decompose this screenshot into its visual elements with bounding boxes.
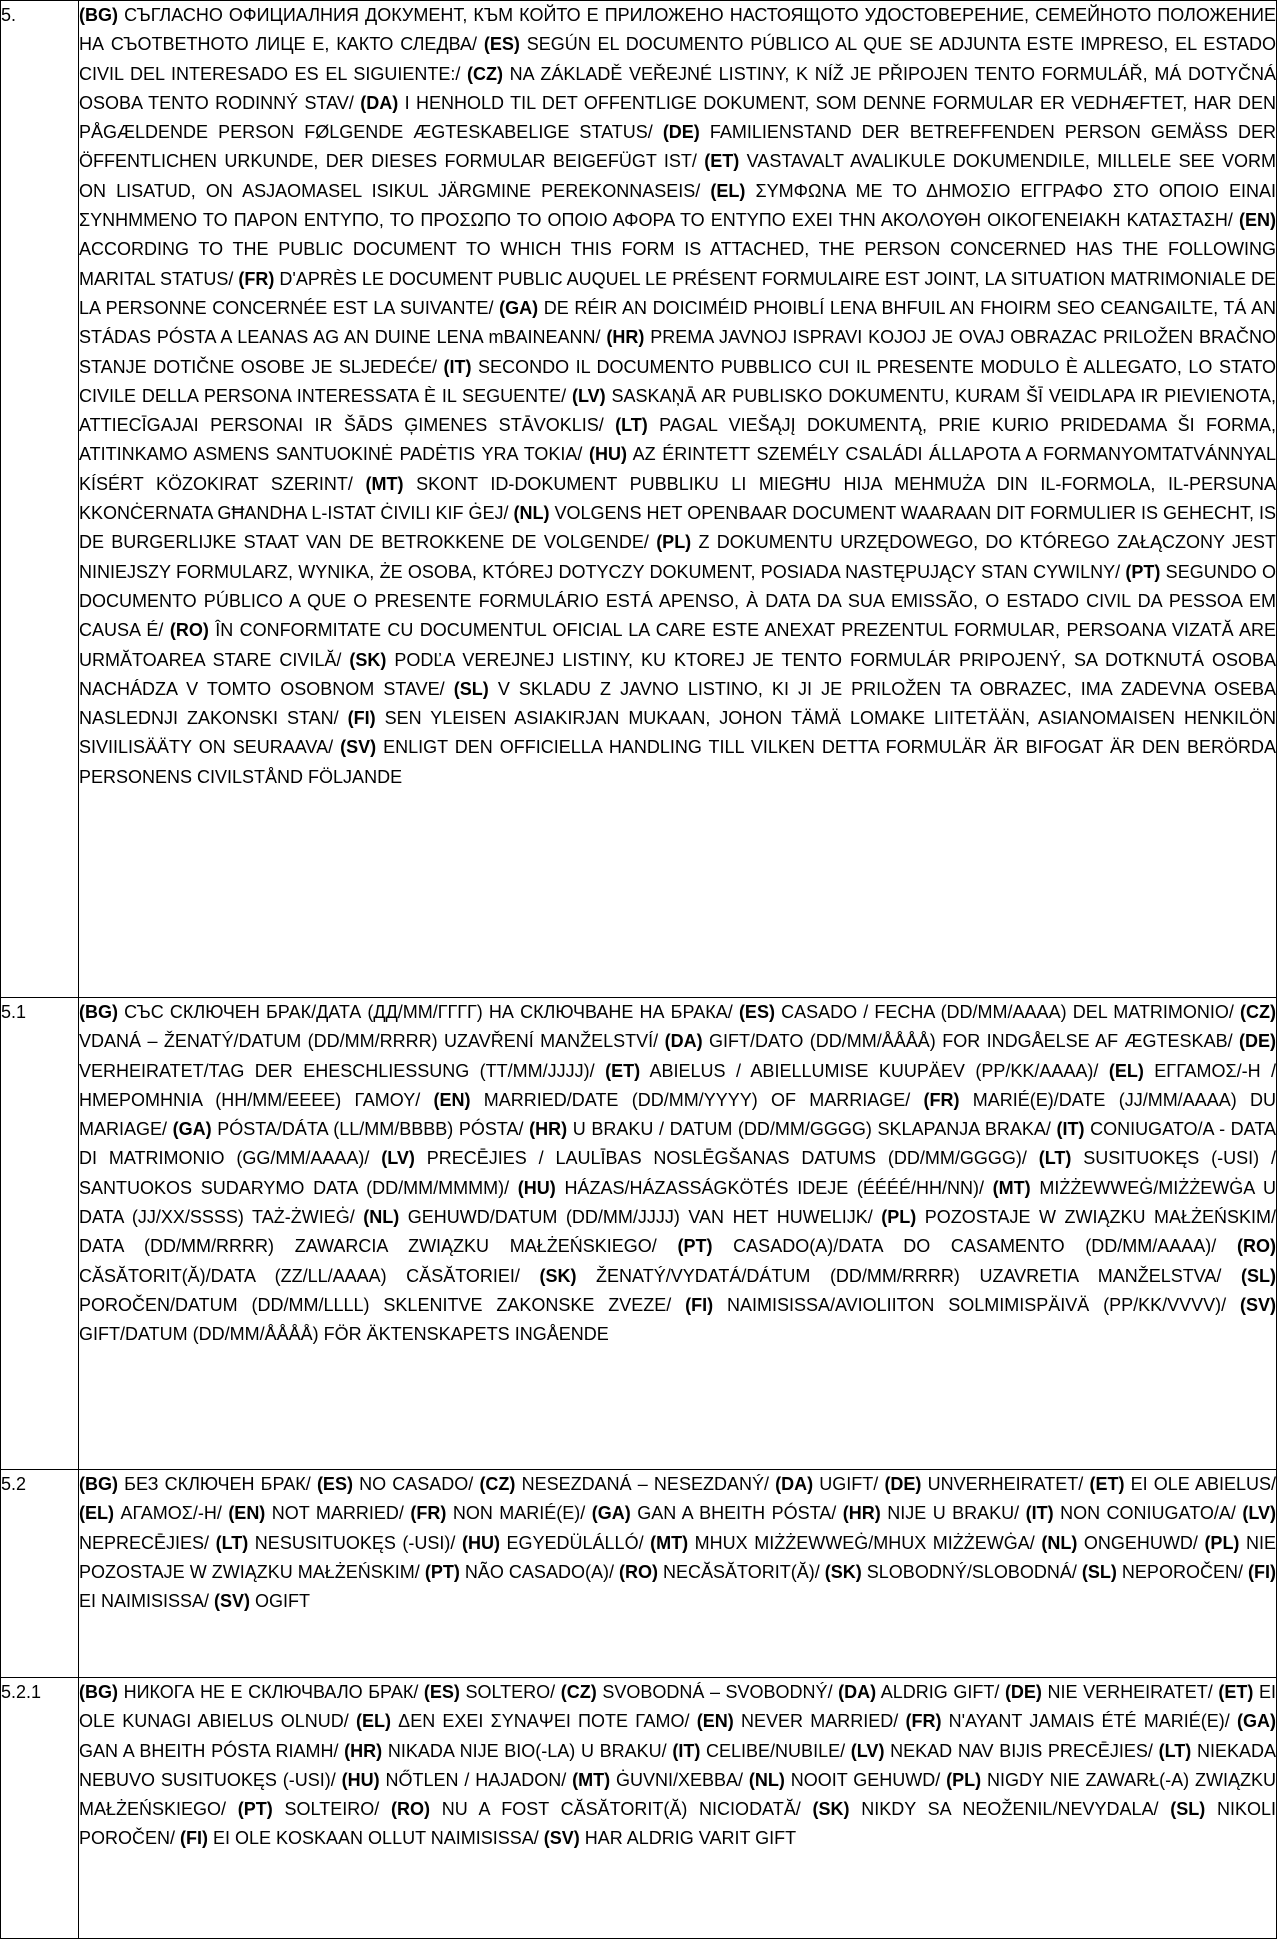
language-code: (SL)	[1241, 1265, 1276, 1286]
language-text: ONGEHUWD/	[1077, 1532, 1205, 1553]
language-code: (BG)	[79, 5, 118, 25]
language-text: ΑΓΑΜΟΣ/-Η/	[114, 1503, 229, 1524]
language-code: (BG)	[79, 1002, 118, 1022]
language-text: UNVERHEIRATET/	[921, 1474, 1090, 1494]
language-text: NŐTLEN / HAJADON/	[379, 1769, 573, 1790]
language-text: NEPOROČEN/	[1116, 1561, 1248, 1582]
language-code: (LV)	[381, 1148, 415, 1169]
language-text: SLOBODNÝ/SLOBODNÁ/	[861, 1561, 1082, 1582]
language-code: (ET)	[704, 151, 740, 172]
language-code: (EN)	[228, 1503, 266, 1524]
language-code: (HR)	[344, 1740, 383, 1761]
language-text: ΣΥΜΦΩΝΑ ΜΕ ΤΟ ΔΗΜΟΣΙΟ ΕΓΓΡΑΦΟ ΣΤΟ ΟΠΟΙΟ ΕΙΝΑΙ ΣΥΝΗΜΜΕΝΟ ΤΟ ΠΑΡΟΝ ΕΝΤΥΠΟ, ΤΟ ΠΡΟΣΩΠΟ ΤΟ ΟΠΟΙΟ ΑΦΟΡΑ ΤΟ ΕΝΤΥΠΟ ΕΧΕΙ ΤΗΝ ΑΚΟΛΟΥΘΗ ΟΙΚΟΓΕΝΕΙΑΚΗ ΚΑΤΑΣΤΑΣΗ/	[79, 180, 1276, 231]
language-code: (PT)	[424, 1561, 460, 1582]
language-code: (PT)	[1125, 561, 1161, 582]
language-text: FAMILIENSTAND DER BETREFFENDEN PERSON GEMÄSS DER ÖFFENTLICHEN URKUNDE, DER DIESES FORMULAR BEIGEFÜGT IST/	[79, 122, 1276, 172]
language-text: НИКОГА НЕ Е СКЛЮЧВАЛО БРАК/	[118, 1682, 424, 1702]
language-text: NEVER MARRIED/	[733, 1711, 906, 1732]
language-text: ĠUVNI/XEBBA/	[610, 1769, 749, 1790]
language-code: (DE)	[662, 122, 700, 143]
language-code: (PT)	[677, 1236, 713, 1257]
language-text: NAIMISISSA/AVIOLIITON SOLMIMISPÄIVÄ (PP/KK/VVVV)/	[713, 1294, 1241, 1315]
language-code: (ES)	[316, 1474, 353, 1494]
language-code: (IT)	[443, 356, 472, 377]
language-code: (MT)	[650, 1532, 689, 1553]
language-code: (SL)	[453, 678, 489, 699]
language-code: (GA)	[591, 1503, 631, 1524]
language-text: СЪС СКЛЮЧЕН БРАК/ДАТА (ДД/ММ/ГГГГ) НА СКЛЮЧВАНЕ НА БРАКА/	[118, 1002, 739, 1022]
language-text: EI OLE KOSKAAN OLLUT NAIMISISSA/	[208, 1828, 544, 1849]
language-text: GAN A BHEITH PÓSTA RIAMH/	[79, 1740, 345, 1761]
language-code: (EL)	[1108, 1060, 1144, 1081]
table-row	[1, 1678, 1277, 1939]
language-code: (SK)	[349, 649, 387, 670]
language-code: (EL)	[355, 1711, 391, 1732]
language-code: (ET)	[605, 1060, 641, 1081]
language-code: (HR)	[842, 1503, 881, 1524]
language-text: NIJE U BRAKU/	[880, 1503, 1026, 1524]
language-code: (NL)	[363, 1207, 400, 1228]
language-text: ÎN CONFORMITATE CU DOCUMENTUL OFICIAL LA CARE ESTE ANEXAT PREZENTUL FORMULAR, PERSOANA VIZATĂ ARE URMĂTOAREA STARE CIVILĂ/	[79, 620, 1277, 670]
language-code: (MT)	[992, 1177, 1031, 1198]
language-text: ŽENATÝ/VYDATÁ/DÁTUM (DD/MM/RRRR) UZAVRETIA MANŽELSTVA/	[576, 1265, 1241, 1286]
language-text: PAGAL VIEŠĄJĮ DOKUMENTĄ, PRIE KURIO PRIDEDAMA ŠI FORMA, ATITINKAMO ASMENS SANTUOKINĖ PADĖTIS YRA TOKIA/	[79, 415, 1277, 465]
language-text: EGYEDÜLÁLLÓ/	[499, 1532, 651, 1553]
language-text: SEGÚN EL DOCUMENTO PÚBLICO AL QUE SE ADJUNTA ESTE IMPRESO, EL ESTADO CIVIL DEL INTERESADO ES EL SIGUIENTE:/	[79, 34, 1276, 84]
language-code: (EN)	[696, 1711, 734, 1732]
language-code: (MT)	[365, 473, 404, 494]
language-code: (LV)	[850, 1740, 885, 1761]
language-text: GIFT/DATUM (DD/MM/ÅÅÅÅ) FÖR ÄKTENSKAPETS INGÅENDE	[79, 1324, 609, 1345]
language-text: VASTAVALT AVALIKULE DOKUMENDILE, MILLELE SEE VORM ON LISATUD, ON ASJAOMASEL ISIKUL JÄRGMINE PEREKONNASEIS/	[79, 151, 1276, 201]
language-text: POROČEN/DATUM (DD/MM/LLLL) SKLENITVE ZAKONSKE ZVEZE/	[79, 1294, 686, 1315]
language-code: (PL)	[656, 532, 692, 553]
language-code: (FR)	[905, 1711, 942, 1732]
language-code: (ET)	[1218, 1682, 1254, 1702]
language-text: ABIELUS / ABIELLUMISE KUUPÄEV (PP/KK/AAAA)/	[640, 1060, 1109, 1081]
language-code: (SV)	[340, 737, 377, 758]
language-code: (GA)	[172, 1119, 212, 1140]
language-code: (DA)	[775, 1474, 814, 1494]
section-text	[79, 1470, 1277, 1678]
language-text: NESEZDANÁ – NESEZDANÝ/	[515, 1474, 776, 1494]
language-text: SUSITUOKĘS (-USI) / SANTUOKOS SUDARYMO DATA (DD/MM/MMMM)/	[79, 1148, 1276, 1198]
language-text: POZOSTAJE W ZWIĄZKU MAŁŻEŃSKIM/ DATA (DD/MM/RRRR) ZAWARCIA ZWIĄZKU MAŁŻEŃSKIEGO/	[79, 1207, 1277, 1257]
language-text: SOLTEIRO/	[272, 1799, 391, 1820]
language-code: (GA)	[1237, 1711, 1276, 1732]
language-code: (IT)	[672, 1740, 701, 1761]
language-code: (EN)	[1239, 210, 1276, 231]
language-code: (SV)	[543, 1828, 580, 1849]
language-code: (RO)	[1237, 1236, 1276, 1257]
language-code: (NL)	[513, 503, 550, 524]
language-text: GAN A BHEITH PÓSTA/	[630, 1503, 843, 1524]
language-text: SKONT ID-DOKUMENT PUBBLIKU LI MIEGĦU HIJA MEHMUŻA DIN IL-FORMOLA, IL-PERSUNA KKONĊERNATA GĦANDHA L-ISTAT ĊIVILI KIF ĠEJ/	[79, 473, 1276, 524]
language-code: (SV)	[1240, 1294, 1277, 1315]
language-text: MHUX MIŻŻEWWEĠ/MHUX MIŻŻEWĠA/	[688, 1532, 1042, 1553]
language-text: MIŻŻEWWEĠ/MIŻŻEWĠA U DATA (JJ/XX/SSSS) TAŻ-ŻWIEĠ/	[79, 1177, 1276, 1228]
language-code: (HU)	[517, 1177, 556, 1198]
language-code: (GA)	[499, 297, 539, 318]
language-text: БЕЗ СКЛЮЧЕН БРАК/	[118, 1474, 317, 1494]
section-number: 5.	[1, 1, 79, 998]
language-text: MARIÉ(E)/DATE (JJ/MM/AAAA) DU MARIAGE/	[79, 1089, 1276, 1140]
language-text: PODĽA VEREJNEJ LISTINY, KU KTOREJ JE TENTO FORMULÁR PRIPOJENÝ, SA DOTKNUTÁ OSOBA NACHÁDZA V TOMTO OSOBNOM STAVE/	[79, 649, 1276, 699]
language-code: (FI)	[685, 1294, 714, 1315]
language-text: CASADO / FECHA (DD/MM/AAAA) DEL MATRIMONIO/	[774, 1002, 1241, 1022]
language-text: SASKAŅĀ AR PUBLISKO DOKUMENTU, KURAM ŠĪ VEIDLAPA IR PIEVIENOTA, ATTIECĪGAJAI PERSONAI IR ŠĀDS ĢIMENES STĀVOKLIS/	[79, 385, 1276, 436]
language-text: NESUSITUOKĘS (-USI)/	[248, 1532, 462, 1553]
table-row	[1, 998, 1277, 1470]
language-code: (CZ)	[560, 1682, 597, 1702]
language-text: NIE VERHEIRATET/	[1041, 1682, 1219, 1702]
language-text: СЪГЛАСНО ОФИЦИАЛНИЯ ДОКУМЕНТ, КЪМ КОЙТО Е ПРИЛОЖЕНО НАСТОЯЩОТО УДОСТОВЕРЕНИЕ, СЕМЕЙНОТО ПОЛОЖЕНИЕ НА СЪОТВЕТНОТО ЛИЦЕ Е, КАКТО СЛЕДВА/	[79, 5, 1276, 55]
language-code: (HR)	[529, 1119, 568, 1140]
language-text: SEGUNDO O DOCUMENTO PÚBLICO A QUE O PRESENTE FORMULÁRIO ESTÁ APENSO, À DATA DA SUA EMISSÃO, O ESTADO CIVIL DA PESSOA EM CAUSA É/	[79, 561, 1276, 641]
language-code: (MT)	[572, 1769, 611, 1790]
language-text: AZ ÉRINTETT SZEMÉLY CSALÁDI ÁLLAPOTA A FORMANYOMTATVÁNNYAL KÍSÉRT KÖZOKIRAT SZERINT/	[79, 444, 1276, 494]
language-code: (EN)	[433, 1089, 471, 1110]
language-text: VOLGENS HET OPENBAAR DOCUMENT WAARAAN DIT FORMULIER IS GEHECHT, IS DE BURGERLIJKE STAAT VAN DE BETROKKENE DE VOLGENDE/	[79, 503, 1277, 553]
table-row	[1, 1470, 1277, 1678]
language-text: PRECĒJIES / LAULĪBAS NOSLĒGŠANAS DATUMS (DD/MM/GGGG)/	[414, 1148, 1039, 1169]
language-code: (CZ)	[479, 1474, 516, 1494]
language-text: CELIBE/NUBILE/	[700, 1740, 851, 1761]
language-code: (RO)	[390, 1799, 430, 1820]
language-text: NIKDY SA NEOŽENIL/NEVYDALA/	[849, 1799, 1171, 1820]
language-code: (LV)	[1242, 1503, 1276, 1524]
language-code: (FR)	[238, 268, 275, 289]
language-code: (PL)	[946, 1769, 982, 1790]
language-code: (PL)	[1204, 1532, 1240, 1553]
language-code: (DE)	[1004, 1682, 1042, 1702]
language-text: Z DOKUMENTU URZĘDOWEGO, DO KTÓREGO ZAŁĄCZONY JEST NINIEJSZY FORMULARZ, WYNIKA, ŻE OSOBA, KTÓREJ DOTYCZY DOKUMENT, POSIADA NASTĘPUJĄCY STAN CYWILNY/	[79, 532, 1276, 582]
language-text: MARRIED/DATE (DD/MM/YYYY) OF MARRIAGE/	[470, 1089, 924, 1110]
section-number: 5.1	[1, 998, 79, 1470]
language-text: UGIFT/	[813, 1474, 885, 1494]
language-code: (SV)	[214, 1591, 251, 1612]
section-number: 5.2.1	[1, 1678, 79, 1939]
language-text: ALDRIG GIFT/	[876, 1682, 1005, 1702]
language-text: D'APRÈS LE DOCUMENT PUBLIC AUQUEL LE PRÉSENT FORMULAIRE EST JOINT, LA SITUATION MATRIMONIALE DE LA PERSONNE CONCERNÉE EST LA SUIVANTE/	[79, 268, 1276, 318]
language-text: ΔΕΝ ΕΧΕΙ ΣΥΝΑΨΕΙ ΠΟΤΕ ΓΑΜΟ/	[390, 1711, 697, 1732]
language-text: EI NAIMISISSA/	[79, 1591, 215, 1612]
language-text: NON MARIÉ(E)/	[446, 1503, 592, 1524]
language-code: (DA)	[360, 92, 399, 113]
language-text: CASADO(A)/DATA DO CASAMENTO (DD/MM/AAAA)/	[712, 1236, 1237, 1257]
section-text	[79, 1678, 1277, 1939]
language-text: NEKAD NAV BIJIS PRECĒJIES/	[884, 1740, 1159, 1761]
language-text: SVOBODNÁ – SVOBODNÝ/	[596, 1682, 839, 1702]
language-code: (IT)	[1025, 1503, 1054, 1524]
language-code: (NL)	[748, 1769, 785, 1790]
language-code: (SK)	[812, 1799, 850, 1820]
language-code: (HU)	[461, 1532, 500, 1553]
table-row	[1, 1, 1277, 998]
language-code: (DA)	[664, 1031, 703, 1052]
language-text: CĂSĂTORIT(Ă)/DATA (ZZ/LL/AAAA) CĂSĂTORIEI/	[79, 1265, 540, 1286]
language-text: GIFT/DATO (DD/MM/ÅÅÅÅ) FOR INDGÅELSE AF ÆGTESKAB/	[702, 1031, 1240, 1052]
language-text: NIEKADA NEBUVO SUSITUOKĘS (-USI)/	[79, 1740, 1276, 1790]
language-code: (DA)	[838, 1682, 877, 1702]
language-code: (PL)	[881, 1207, 917, 1228]
language-code: (SK)	[539, 1265, 577, 1286]
language-code: (RO)	[169, 620, 209, 641]
language-text: VDANÁ – ŽENATÝ/DATUM (DD/MM/RRRR) UZAVŘENÍ MANŽELSTVÍ/	[79, 1031, 665, 1052]
language-code: (HR)	[606, 327, 645, 348]
language-code: (CZ)	[467, 63, 503, 84]
language-text: NIKOLI POROČEN/	[79, 1799, 1276, 1849]
language-code: (LT)	[1038, 1148, 1072, 1169]
language-code: (EL)	[79, 1503, 114, 1524]
language-text: NIGDY NIE ZAWARŁ(-A) ZWIĄZKU MAŁŻEŃSKIEGO/	[79, 1769, 1276, 1820]
language-text: NÃO CASADO(A)/	[459, 1561, 619, 1582]
language-code: (ES)	[423, 1682, 460, 1702]
language-code: (ES)	[483, 34, 520, 55]
language-text: N'AYANT JAMAIS ÉTÉ MARIÉ(E)/	[941, 1711, 1237, 1732]
language-code: (LT)	[1158, 1740, 1192, 1761]
language-code: (HU)	[341, 1769, 380, 1790]
language-code: (DE)	[884, 1474, 922, 1494]
language-text: NU A FOST CĂSĂTORIT(Ă) NICIODATĂ/	[429, 1799, 813, 1820]
language-code: (BG)	[79, 1474, 118, 1494]
language-text: HAR ALDRIG VARIT GIFT	[579, 1828, 797, 1849]
language-text: DE RÉIR AN DOICIMÉID PHOIBLÍ LENA BHFUIL AN FHOIRM SEO CEANGAILTE, TÁ AN STÁDAS PÓSTA A LEANAS AG AN DUINE LENA mBAINEANN/	[79, 297, 1277, 348]
language-text: NOOIT GEHUWD/	[784, 1769, 947, 1790]
language-code: (HU)	[589, 444, 628, 465]
language-text: ENLIGT DEN OFFICIELLA HANDLING TILL VILKEN DETTA FORMULÄR ÄR BIFOGAT ÄR DEN BERÖRDA PERSONENS CIVILSTÅND FÖLJANDE	[79, 737, 1276, 787]
language-code: (LV)	[571, 385, 606, 406]
section-number: 5.2	[1, 1470, 79, 1678]
language-text: I HENHOLD TIL DET OFFENTLIGE DOKUMENT, SOM DENNE FORMULAR ER VEDHÆFTET, HAR DEN PÅGÆLDENDE PERSON FØLGENDE ÆGTESKABELIGE STATUS/	[79, 92, 1276, 143]
language-code: (NL)	[1041, 1532, 1078, 1553]
language-text: NA ZÁKLADĚ VEŘEJNÉ LISTINY, K NÍŽ JE PŘIPOJEN TENTO FORMULÁŘ, MÁ DOTYČNÁ OSOBA TENTO RODINNÝ STAV/	[79, 63, 1276, 113]
language-text: ACCORDING TO THE PUBLIC DOCUMENT TO WHICH THIS FORM IS ATTACHED, THE PERSON CONCERNED HAS THE FOLLOWING MARITAL STATUS/	[79, 239, 1276, 289]
language-text: PÓSTA/DÁTA (LL/MM/BBBB) PÓSTA/	[211, 1119, 530, 1140]
language-code: (FI)	[347, 708, 376, 729]
language-text: SECONDO IL DOCUMENTO PUBBLICO CUI IL PRESENTE MODULO È ALLEGATO, LO STATO CIVILE DELLA PERSONA INTERESSATA È IL SEGUENTE/	[79, 356, 1276, 406]
language-code: (BG)	[79, 1682, 118, 1702]
language-code: (PT)	[237, 1799, 273, 1820]
language-text: GEHUWD/DATUM (DD/MM/JJJJ) VAN HET HUWELIJK/	[399, 1207, 882, 1228]
language-code: (RO)	[618, 1561, 658, 1582]
language-code: (SL)	[1081, 1561, 1117, 1582]
language-code: (SK)	[824, 1561, 862, 1582]
language-code: (FI)	[1248, 1561, 1276, 1582]
language-text: NECĂSĂTORIT(Ă)/	[657, 1561, 825, 1582]
language-text: CONIUGATO/A - DATA DI MATRIMONIO (GG/MM/AAAA)/	[79, 1119, 1277, 1169]
language-code: (ET)	[1089, 1474, 1125, 1494]
language-text: SOLTERO/	[459, 1682, 561, 1702]
language-text: NON CONIUGATO/A/	[1053, 1503, 1243, 1524]
section-text	[79, 998, 1277, 1470]
language-text: HÁZAS/HÁZASSÁGKÖTÉS IDEJE (ÉÉÉÉ/HH/NN)/	[555, 1177, 993, 1198]
language-text: ΕΓΓΑΜΟΣ/-Η / ΗΜΕΡΟΜΗΝΙΑ (ΗΗ/ΜΜ/ΕΕΕΕ) ΓΑΜΟΥ/	[79, 1060, 1277, 1110]
language-text: EI OLE KUNAGI ABIELUS OLNUD/	[79, 1682, 1276, 1732]
language-text: VERHEIRATET/TAG DER EHESCHLIESSUNG (TT/MM/JJJJ)/	[79, 1060, 606, 1081]
language-text: NOT MARRIED/	[265, 1503, 411, 1524]
language-text: NEPRECĒJIES/	[79, 1532, 216, 1553]
language-code: (ES)	[738, 1002, 775, 1022]
language-code: (FI)	[180, 1828, 208, 1849]
language-text: NO CASADO/	[352, 1474, 480, 1494]
language-code: (LT)	[215, 1532, 249, 1553]
section-text	[79, 1, 1277, 998]
language-text: NIE POZOSTAJE W ZWIĄZKU MAŁŻEŃSKIM/	[79, 1532, 1277, 1582]
language-code: (FR)	[923, 1089, 960, 1110]
language-text: OGIFT	[250, 1591, 311, 1612]
language-code: (CZ)	[1240, 1002, 1277, 1022]
language-code: (IT)	[1056, 1119, 1085, 1140]
language-text: EI OLE ABIELUS/	[1124, 1474, 1276, 1494]
language-text: SEN YLEISEN ASIAKIRJAN MUKAAN, JOHON TÄMÄ LOMAKE LIITETÄÄN, ASIANOMAISEN HENKILÖN SIVIILISÄÄTY ON SEURAAVA/	[79, 708, 1276, 758]
language-text: NIKADA NIJE BIO(-LA) U BRAKU/	[382, 1740, 673, 1761]
language-code: (EL)	[710, 180, 746, 201]
language-text: U BRAKU / DATUM (DD/MM/GGGG) SKLAPANJA BRAKA/	[567, 1119, 1057, 1140]
language-code: (DE)	[1239, 1031, 1277, 1052]
language-code: (FR)	[410, 1503, 447, 1524]
language-code: (SL)	[1170, 1799, 1206, 1820]
language-text: V SKLADU Z JAVNO LISTINO, KI JI JE PRILOŽEN TA OBRAZEC, IMA ZADEVNA OSEBA NASLEDNJI ZAKONSKI STAN/	[79, 678, 1276, 729]
language-code: (LT)	[615, 415, 648, 436]
language-text: PREMA JAVNOJ ISPRAVI KOJOJ JE OVAJ OBRAZAC PRILOŽEN BRAČNO STANJE DOTIČNE OSOBE JE SLJEDEĆE/	[79, 327, 1276, 377]
